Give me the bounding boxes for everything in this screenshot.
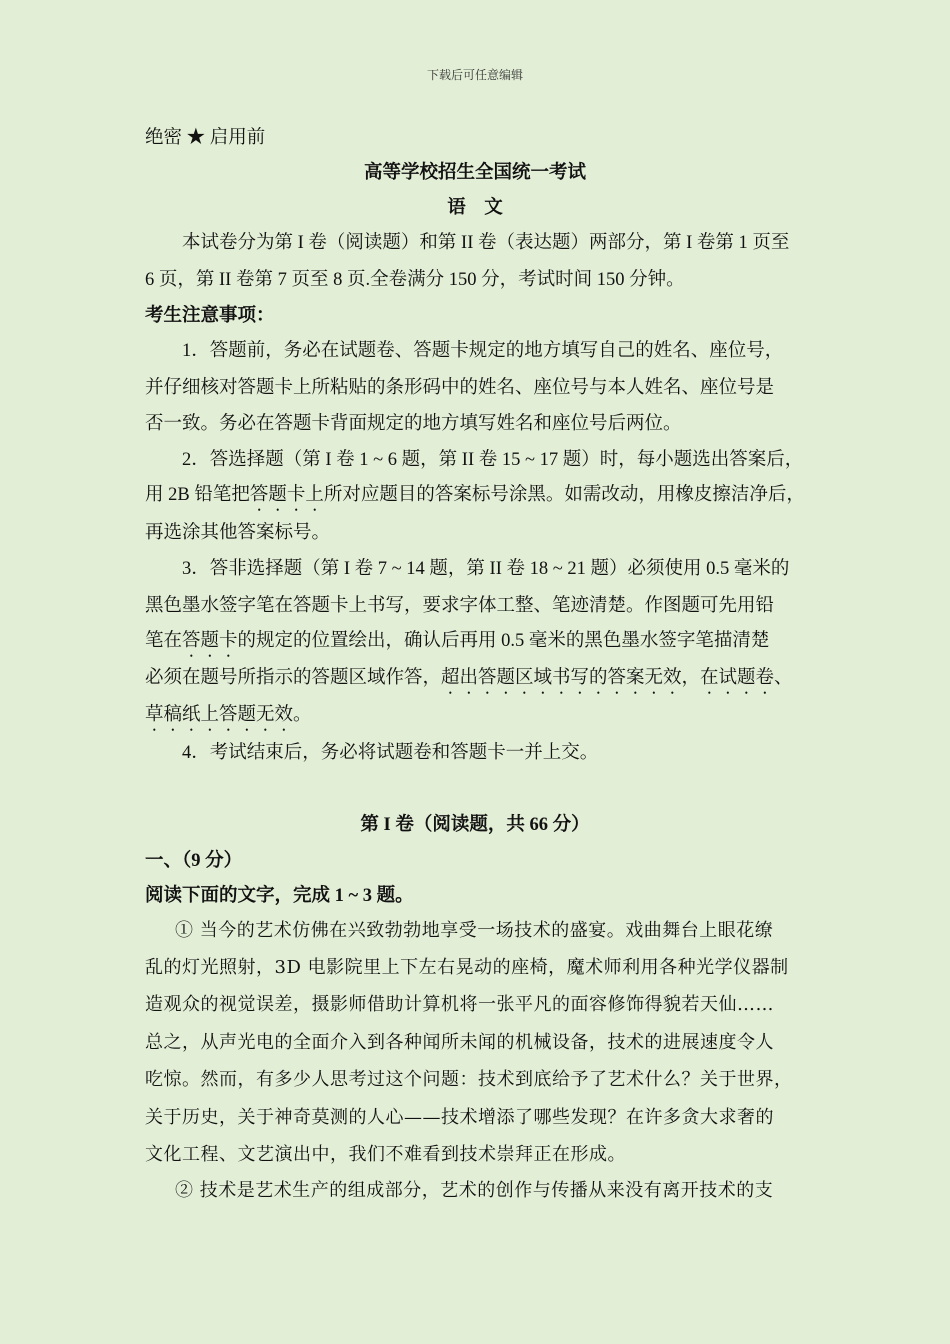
para1-line-4: 总之，从声光电的全面介入到各种闻所未闻的机械设备，技术的进展速度令人 xyxy=(145,1032,774,1053)
para2-line-1: ② 技术是艺术生产的组成部分，艺术的创作与传播从来没有离开技术的支 xyxy=(175,1180,774,1201)
notice-1-line-3: 否一致。务必在答题卡背面规定的地方填写姓名和座位号后两位。 xyxy=(145,414,682,434)
notice-4: 4．考试结束后，务必将试题卷和答题卡一并上交。 xyxy=(182,743,599,763)
notice-1-line-1: 1．答题前，务必在试题卷、答题卡规定的地方填写自己的姓名、座位号， xyxy=(182,341,784,361)
subject-title: 语 文 xyxy=(447,198,503,218)
intro-line-1: 本试卷分为第 I 卷（阅读题）和第 II 卷（表达题）两部分，第 I 卷第 1 页至 xyxy=(182,233,790,253)
notice-2-line-2: 用 2B 铅笔把答题卡上所对应题目的答案标号涂黑。如需改动，用橡皮擦洁净后， xyxy=(145,485,805,505)
emphasis-text: 答题卡上 xyxy=(249,485,324,505)
notice-3-line-2: 黑色墨水签字笔在答题卡上书写，要求字体工整、笔迹清楚。作图题可先用铅 xyxy=(145,596,775,616)
notice-title: 考生注意事项： xyxy=(145,306,275,326)
reading-instruction: 阅读下面的文字，完成 1 ~ 3 题。 xyxy=(145,886,414,906)
notice-3-line-5: 草稿纸上答题无效。 xyxy=(145,705,312,725)
page-header: 下载后可任意编辑 xyxy=(426,68,523,82)
notice-3-line-4: 必须在题号所指示的答题区域作答，超出答题区域书写的答案无效，在试题卷、 xyxy=(145,668,793,688)
para1-line-5: 吃惊。然而，有多少人思考过这个问题：技术到底给予了艺术什么？关于世界， xyxy=(145,1069,793,1090)
exam-title: 高等学校招生全国统一考试 xyxy=(363,163,586,183)
section-1-heading: 一、（9 分） xyxy=(145,851,243,871)
intro-line-2: 6 页，第 II 卷第 7 页至 8 页.全卷满分 150 分，考试时间 150 分钟。 xyxy=(145,270,685,290)
para1-line-3: 造观众的视觉误差，摄影师借助计算机将一张平凡的面容修饰得貌若天仙…… xyxy=(145,994,774,1015)
emphasis-text: 答题卡 xyxy=(182,631,238,651)
secret-label: 绝密 ★ 启用前 xyxy=(145,128,266,148)
notice-2-line-3: 再选涂其他答案标号。 xyxy=(145,523,331,543)
emphasis-text: 草稿纸上答题无效 xyxy=(145,705,294,725)
part1-title: 第 I 卷（阅读题，共 66 分） xyxy=(360,815,590,835)
notice-3-line-1: 3．答非选择题（第 I 卷 7 ~ 14 题，第 II 卷 18 ~ 21 题）必须使用 0.5 毫米的 xyxy=(182,559,790,579)
notice-2-line-1: 2．答选择题（第 I 卷 1 ~ 6 题，第 II 卷 15 ~ 17 题）时，每小题选出答案后， xyxy=(182,450,804,470)
emphasis-text: 超出答题区域书写的答案无效，在试题卷、 xyxy=(441,668,793,688)
para1-line-2: 乱的灯光照射，3D 电影院里上下左右晃动的座椅，魔术师利用各种光学仪器制 xyxy=(145,957,789,978)
para1-line-7: 文化工程、文艺演出中，我们不难看到技术崇拜正在形成。 xyxy=(145,1144,626,1165)
para1-line-1: ① 当今的艺术仿佛在兴致勃勃地享受一场技术的盛宴。戏曲舞台上眼花缭 xyxy=(175,920,774,941)
para1-line-6: 关于历史，关于神奇莫测的人心——技术增添了哪些发现？在许多贪大求奢的 xyxy=(145,1107,774,1128)
notice-1-line-2: 并仔细核对答题卡上所粘贴的条形码中的姓名、座位号与本人姓名、座位号是 xyxy=(145,378,775,398)
notice-3-line-3: 笔在答题卡的规定的位置绘出，确认后再用 0.5 毫米的黑色墨水签字笔描清楚 xyxy=(145,631,770,651)
